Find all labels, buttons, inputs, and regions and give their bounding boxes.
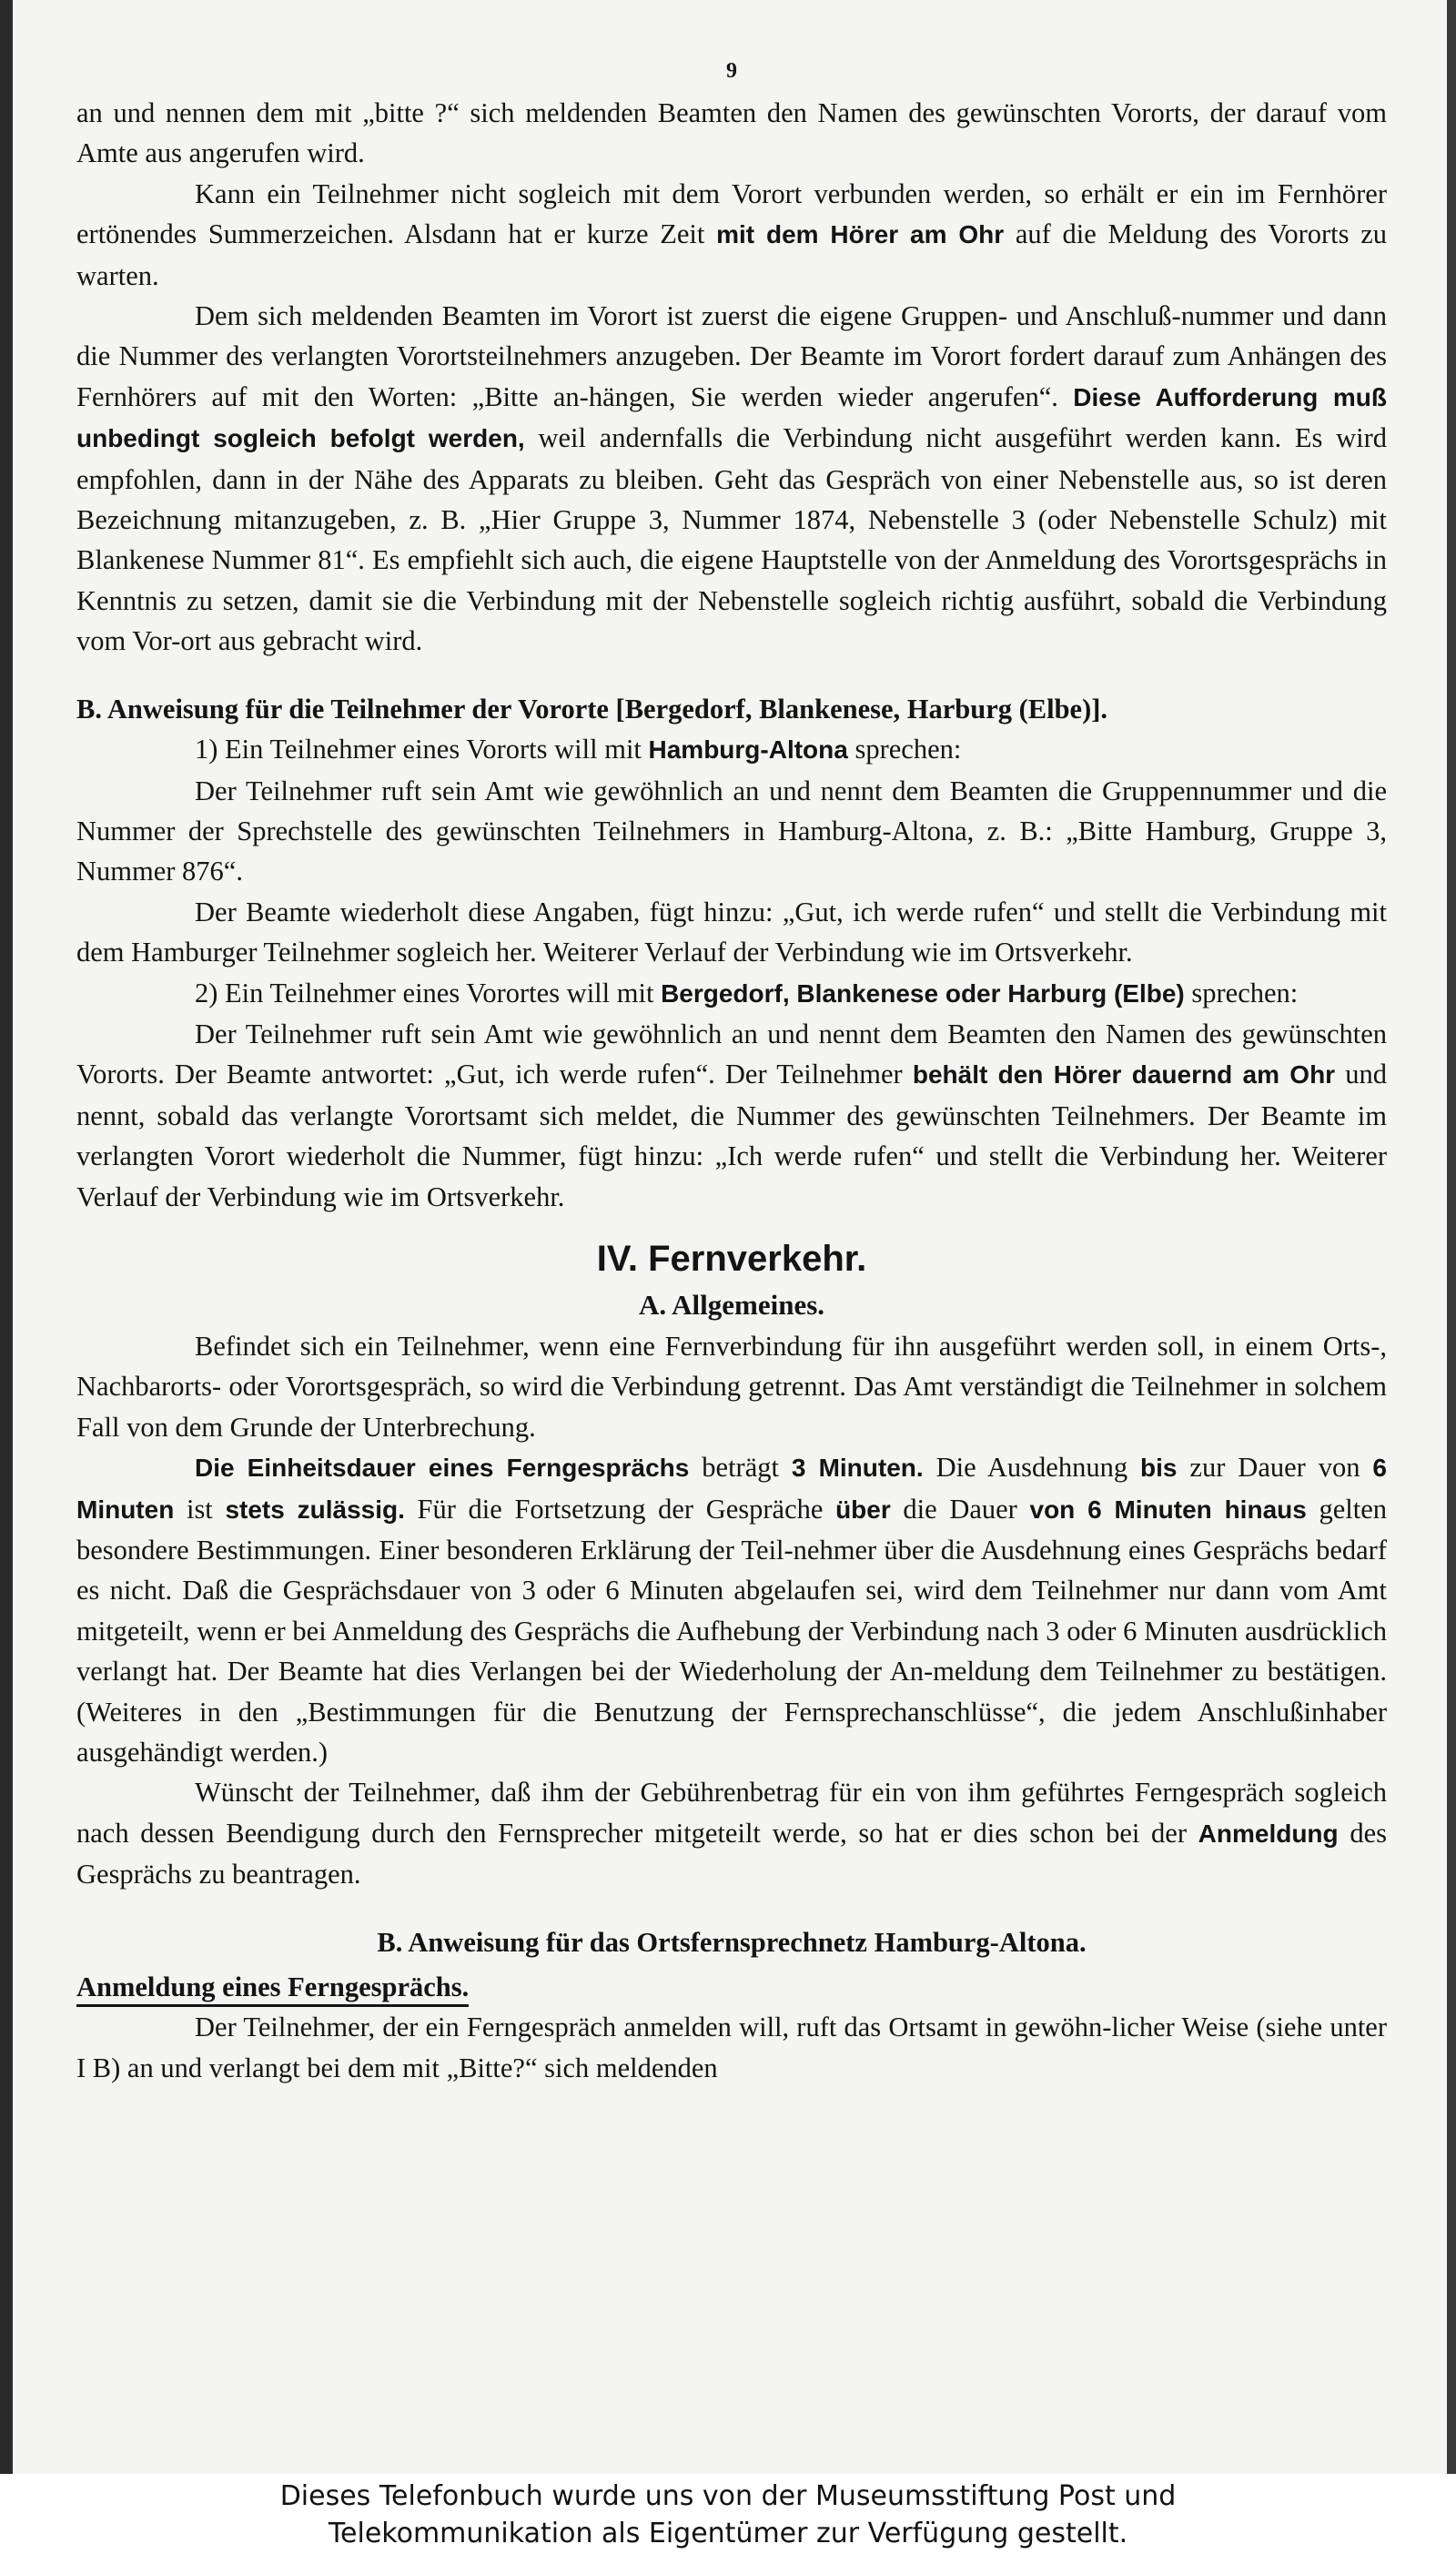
text-run: Kann ein Teilnehmer nicht sogleich mit dem Vorort verbunden werden, so erhält er ein im Fernhörer ertönendes Summerzeichen. Alsdann hat er kurze Zeit [76,177,1387,250]
list-item-1 [76,729,1387,770]
text-run: Wünscht der Teilnehmer, daß ihm der Gebührenbetrag für ein von ihm geführtes Ferngespräch sogleich nach dessen Beendigung durch den Fernsprecher mitgeteilt werde, so hat er dies schon bei der [76,1777,1387,1849]
emphasis-text: behält den Hörer dauernd am Ohr [912,1060,1336,1090]
emphasis-text: Die Einheitsdauer eines Ferngesprächs [195,1454,690,1483]
page-content [76,53,1387,2088]
paragraph-4: Der Teilnehmer ruft sein Amt wie gewöhnlich an und nennt dem Beamten die Gruppennummer und die Nummer der Sprechstelle des gewünschten Teilnehmers in Hamburg-Altona, z. B.: „Bitte Hamburg, Gruppe 3, Nummer 876“. [76,775,1387,887]
text-run: zur Dauer von [1177,1452,1373,1484]
emphasis-text: über [835,1495,891,1524]
paragraph-9 [76,1772,1387,1894]
text-run: gelten besondere Bestimmungen. Einer besonderen Erklärung der Teil-nehmer über die Ausdehnung eines Gesprächs bedarf es nicht. Daß die Gesprächsdauer von 3 oder 6 Minuten abgelaufen sei, wird dem Teilnehmer nur dann vom Amt mitgeteilt, wenn er bei Anmeldung des Gesprächs die Aufhebung der Verbindung nach 3 oder 6 Minuten ausdrücklich verlangt hat. Der Beamte hat dies Verlangen bei der Wiederholung der An-meldung dem Teilnehmer zu bestätigen. (Weiteres in den „Bestimmungen für die Benutzung der Fernsprechanschlüsse“, die jedem Anschlußinhaber ausgehändigt werden.) [76,1493,1388,1769]
paragraph-1: an und nennen dem mit „bitte ?“ sich meldenden Beamten den Namen des gewünschten Vororts, der darauf vom Amte aus angerufen wird. [76,97,1387,169]
text-run: sprechen: [847,734,962,765]
section-heading-b-ortsnetz: B. Anweisung für das Ortsfernsprechnetz Hamburg-Altona. [377,1926,1087,1958]
text-run: Die Ausdehnung [923,1452,1141,1484]
emphasis-text: bis [1140,1454,1178,1483]
subheading-anmeldung: Anmeldung eines Ferngesprächs. [76,1970,469,2007]
attribution-footer [0,2474,1456,2554]
text-run: sprechen: [1184,977,1299,1008]
paragraph-6 [76,1014,1387,1217]
emphasis-text: 6 Minuten [76,1454,1387,1524]
text-run: beträgt [689,1452,792,1484]
text-run: Der Teilnehmer ruft sein Amt wie gewöhnlich an und nennt dem Beamten den Namen des gewünschten Vororts. Der Beamte antwortet: „Gut, ich werde rufen“. Der Teilnehmer [76,1018,1387,1090]
page-number: 9 [726,59,737,83]
text-run: des Gesprächs zu beantragen. [76,1817,1387,1890]
text-run: Für die Fortsetzung der Gespräche [404,1493,836,1525]
paragraph-5: Der Beamte wiederholt diese Angaben, fügt hinzu: „Gut, ich werde rufen“ und stellt die Verbindung mit dem Hamburger Teilnehmer sogleich her. Weiterer Verlauf der Verbindung wie im Ortsverkehr. [76,896,1387,968]
emphasis-text: Anmeldung [1198,1819,1339,1848]
section-heading-a: A. Allgemeines. [638,1288,825,1321]
emphasis-text: Hamburg-Altona [648,735,848,765]
text-run: 2) Ein Teilnehmer eines Vorortes will mit [195,977,662,1008]
paragraph-2 [76,174,1387,296]
paragraph-8 [76,1447,1387,1772]
text-run: ist [174,1493,226,1525]
paragraph-7: Befindet sich ein Teilnehmer, wenn eine Fernverbindung für ihn ausgeführt werden soll, in einem Orts-, Nachbarorts- oder Vorortsgespräch, so wird die Verbindung getrennt. Das Amt verständigt die Teilnehmer in solchem Fall von dem Grunde der Unterbrechung. [76,1330,1387,1443]
list-item-2 [76,973,1387,1014]
text-run: auf die Meldung des Vororts zu warten. [76,218,1387,291]
emphasis-text: Diese Aufforderung muß unbedingt sogleich befolgt werden, [76,382,1388,453]
footer-line-2: Telekommunikation als Eigentümer zur Verfügung gestellt. [328,2518,1128,2549]
text-run: weil andernfalls die Verbindung nicht ausgeführt werden kann. Es wird empfohlen, dann in der Nähe des Apparats zu bleiben. Geht das Gespräch von einer Nebenstelle aus, so ist deren Bezeichnung mitanzugeben, z. B. „Hier Gruppe 3, Nummer 1874, Nebenstelle 3 (oder Nebenstelle Schulz) mit Blankenese Nummer 81“. Es empfiehlt sich auch, die eigene Hauptstelle von der Anmeldung des Vorortsgesprächs in Kenntnis zu setzen, damit sie die Verbindung mit der Nebenstelle sogleich richtig ausführt, sobald die Verbindung vom Vor-ort aus gebracht wird. [76,422,1387,657]
text-run: die Dauer [890,1493,1030,1525]
paragraph-3 [76,296,1387,662]
emphasis-text: von 6 Minuten hinaus [1029,1495,1307,1524]
emphasis-text: stets zulässig. [225,1495,405,1524]
section-heading-b-vororte: B. Anweisung für die Teilnehmer der Vororte [Bergedorf, Blankenese, Harburg (Elbe)]. [76,693,1108,725]
text-run: und nennt, sobald das verlangte Vorortsamt sich meldet, die Nummer des gewünschten Teilnehmers. Der Beamte im verlangten Vorort wiederholt die Nummer, fügt hinzu: „Ich werde rufen“ und stellt die Verbindung her. Weiterer Verlauf der Verbindung wie im Ortsverkehr. [76,1059,1387,1212]
text-run: 1) Ein Teilnehmer eines Vororts will mit [195,734,649,765]
chapter-heading: IV. Fernverkehr. [596,1238,867,1279]
emphasis-text: 3 Minuten. [791,1454,924,1483]
paragraph-10: Der Teilnehmer, der ein Ferngespräch anmelden will, ruft das Ortsamt in gewöhn-licher Weise (siehe unter I B) an und verlangt bei dem mit „Bitte?“ sich meldenden [76,2012,1387,2083]
emphasis-text: mit dem Hörer am Ohr [716,220,1005,249]
footer-line-1: Dieses Telefonbuch wurde uns von der Museumsstiftung Post und [279,2480,1177,2512]
text-run: Dem sich meldenden Beamten im Vorort ist zuerst die eigene Gruppen- und Anschluß-nummer und dann die Nummer des verlangten Vorortsteilnehmers anzugeben. Der Beamte im Vorort fordert darauf zum Anhängen des Fernhörers auf mit den Worten: „Bitte an-hängen, Sie werden wieder angerufen“. [76,300,1387,412]
page-edge-left [0,0,13,2474]
emphasis-text: Bergedorf, Blankenese oder Harburg (Elbe) [661,978,1185,1008]
page-edge-right [1447,0,1456,2474]
